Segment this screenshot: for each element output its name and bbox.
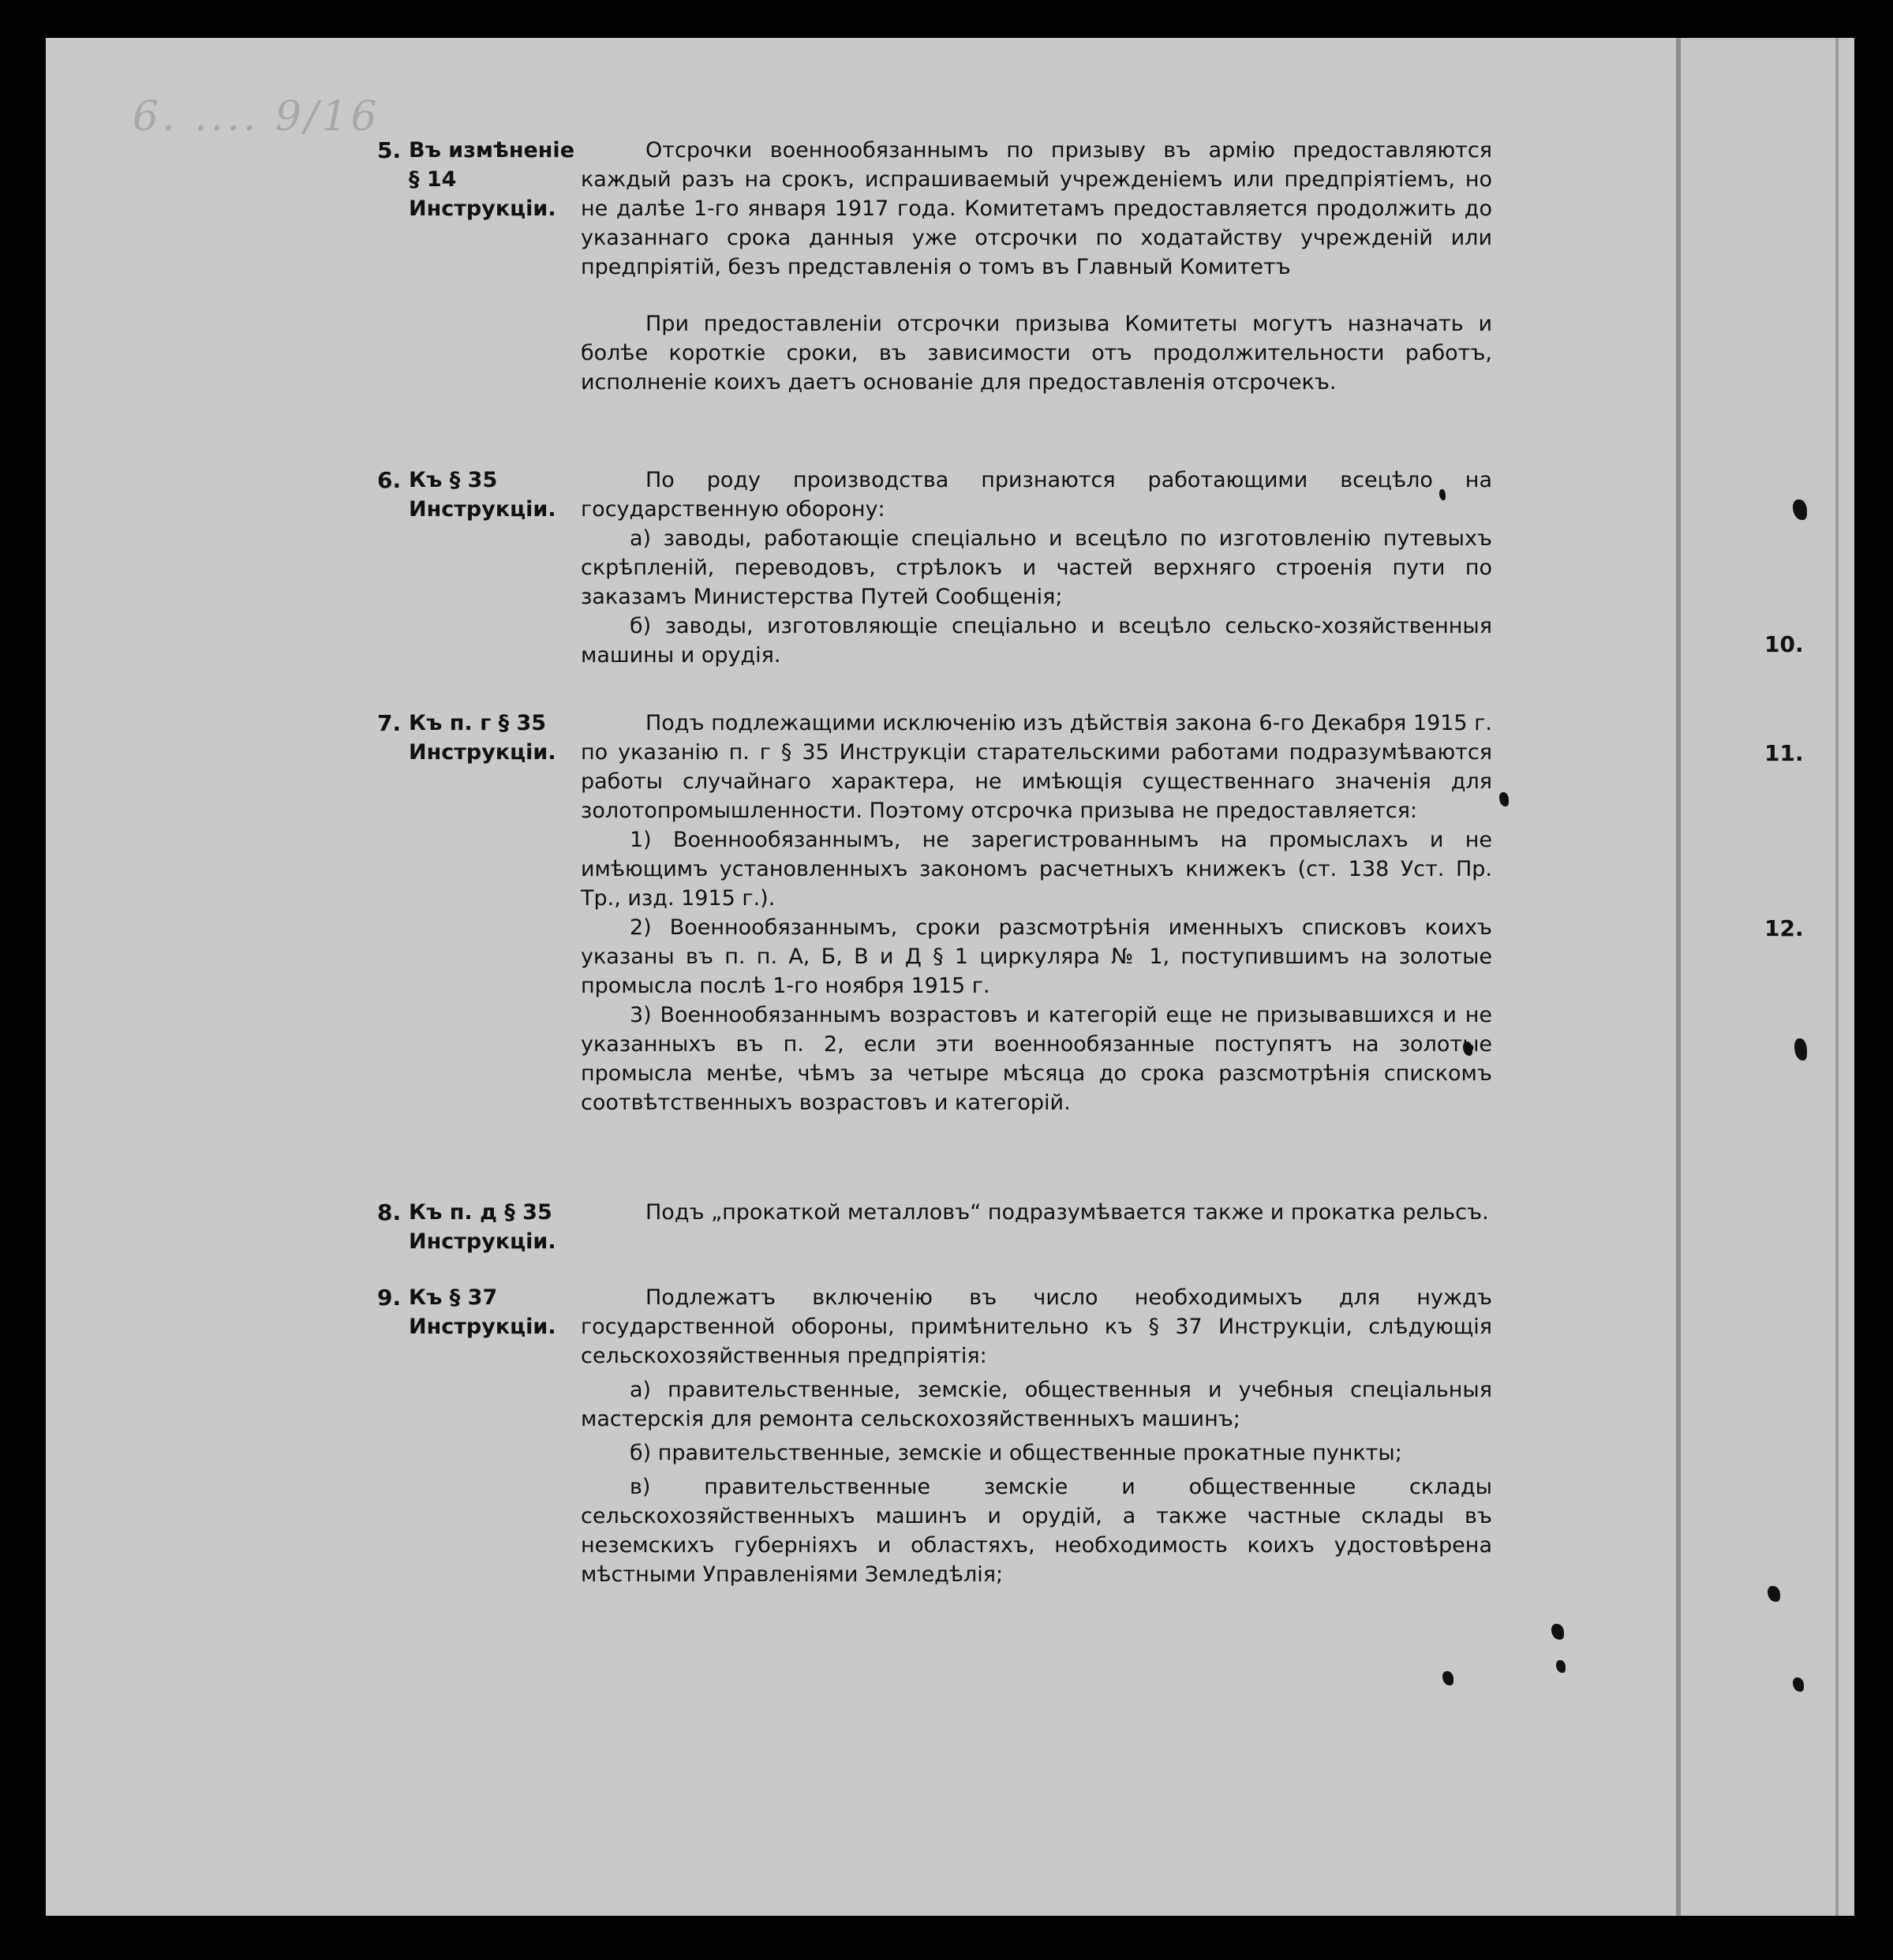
margin-number: 11. [1764, 740, 1804, 766]
section-reference: Къ § 37 Инструкціи. [409, 1285, 556, 1339]
paragraph: По роду производства признаются работающими всецѣло на государственную оборону: [581, 468, 1492, 522]
paragraph: Отсрочки военнообязаннымъ по призыву въ армію предоставляются каждый разъ на срокъ, испрашиваемый учрежденіемъ или предпріятіемъ, но не далѣе 1-го января 1917 года. Комитетамъ предоставляется продолжить до указаннаго срока данныя уже отсрочки по ходатайству учрежденій или предпріятій, безъ представленія о томъ въ Главный Комитетъ [581, 138, 1492, 279]
section-number: 5. [377, 137, 402, 163]
section-reference: Къ п. д § 35 Инструкціи. [409, 1200, 556, 1254]
paragraph: Подъ подлежащими исключенію изъ дѣйствія закона 6-го Декабря 1915 г. по указанію п. г § 35 Инструкціи старательскими работами подразумѣваются работы случайнаго характера, не имѣющія существеннаго значенія для золотопромышленности. Поэтому отсрочка призыва не предоставляется: [581, 711, 1492, 823]
section-reference: Въ измѣненіе § 14 Инструкціи. [409, 138, 575, 221]
section-number: 6. [377, 467, 402, 493]
paragraph: Подъ „прокаткой металловъ“ подразумѣвается также и прокатка рельсъ. [645, 1200, 1489, 1225]
list-item: а) заводы, работающіе спеціально и всецѣло по изготовленію путевыхъ скрѣпленій, переводовъ, стрѣлокъ и частей верхняго строенія пути по заказамъ Министерства Путей Сообщенія; [581, 526, 1492, 609]
list-item: 3) Военнообязаннымъ возрастовъ и категорій еще не призывавшихся и не указанныхъ въ п. 2, если эти военнообязанные поступятъ на золотые промысла менѣе, чѣмъ за четыре мѣсяца до срока разсмотрѣнія спискомъ соотвѣтственныхъ возрастовъ и категорій. [581, 1003, 1492, 1115]
margin-number: 10. [1764, 631, 1804, 657]
paragraph: При предоставленіи отсрочки призыва Комитеты могутъ назначать и болѣе короткіе сроки, въ зависимости отъ продолжительности работъ, исполненіе коихъ даетъ основаніе для предоставленія отсрочекъ. [581, 312, 1492, 395]
section-reference: Къ § 35 Инструкціи. [409, 468, 556, 522]
margin-number: 12. [1764, 915, 1804, 941]
section-body [581, 466, 1492, 670]
section-body [581, 1283, 1492, 1589]
list-item: б) заводы, изготовляющіе спеціально и всецѣло сельско-хозяйственныя машины и орудія. [581, 614, 1492, 668]
section-number: 7. [377, 710, 402, 736]
list-item: 2) Военнообязаннымъ, сроки разсмотрѣнія именныхъ списковъ коихъ указаны въ п. п. А, Б, В и Д § 1 циркуляра № 1, поступившимъ на золотые промысла послѣ 1-го ноября 1915 г. [581, 915, 1492, 998]
section-number: 8. [377, 1199, 402, 1225]
list-item: в) правительственные земскіе и общественные склады сельскохозяйственныхъ машинъ и орудій, а также частные склады въ неземскихъ губерніяхъ и областяхъ, необходимость коихъ удостовѣрена мѣстными Управленіями Земледѣлія; [581, 1475, 1492, 1587]
pencil-archive-mark: 6. .... 9/16 [133, 93, 380, 140]
list-item: а) правительственные, земскіе, общественныя и учебныя спеціальныя мастерскія для ремонта сельскохозяйственныхъ машинъ; [581, 1378, 1492, 1431]
paragraph: Подлежатъ включенію въ число необходимыхъ для нуждъ государственной обороны, примѣнительно къ § 37 Инструкціи, слѣдующія сельскохозяйственныя предпріятія: [581, 1285, 1492, 1368]
section-reference: Къ п. г § 35 Инструкціи. [409, 711, 556, 765]
underlying-page [1679, 38, 1854, 1916]
section-body [581, 136, 1492, 397]
list-item: 1) Военнообязаннымъ, не зарегистрованнымъ на промыслахъ и не имѣющимъ установленныхъ закономъ расчетныхъ книжекъ (ст. 138 Уст. Пр. Тр., изд. 1915 г.). [581, 828, 1492, 911]
scanned-page [46, 38, 1854, 1916]
section-number: 9. [377, 1285, 402, 1311]
list-item: б) правительственные, земскіе и общественные прокатные пункты; [630, 1441, 1402, 1465]
section-body [581, 1198, 1492, 1227]
page-edge [1835, 38, 1839, 1916]
document-page [46, 38, 1679, 1916]
section-body [581, 709, 1492, 1117]
